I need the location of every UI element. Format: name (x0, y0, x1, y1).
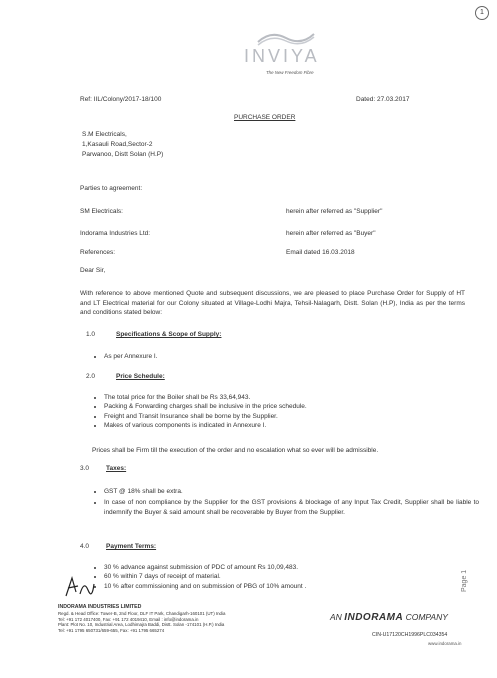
address-line: S.M Electricals, (82, 131, 127, 138)
section-bullets (92, 487, 479, 517)
section-bullets (92, 393, 479, 431)
footer-line: Plant: Plot No. 10, Industrial Area, Lodhimajra Baddi, Distt. Solan -174101 (H.P.) India (58, 622, 225, 628)
footer-company: INDORAMA INDUSTRIES LIMITED (58, 604, 142, 610)
logo-tagline: The New Freedom Fibre (266, 70, 314, 75)
section-number: 1.0 (86, 331, 96, 338)
footer-brand (330, 612, 448, 623)
address-line: 1,Kasauli Road,Sector-2 (82, 141, 153, 148)
section-number: 3.0 (80, 465, 90, 472)
salutation: Dear Sir, (80, 267, 106, 274)
footer-website: www.indorama.in (428, 641, 462, 646)
brand-name: INDORAMA (344, 612, 404, 623)
section-bullets (92, 352, 474, 361)
address-line: Parwanoo, Distt Solan (H.P) (82, 151, 164, 158)
party-role: herein after referred as "Supplier" (286, 208, 383, 215)
bullet-item: • In case of non compliance by the Supplier for the GST provisions & blockage of any Input Tax Credit, Supplier shall be liable to indemnify the Buyer & said amount shall be recoverable by Buyer from the Supplier. (104, 498, 479, 517)
footer-cin: CIN-U17120CH1996PLC034354 (372, 632, 448, 638)
section-heading: Payment Terms: (106, 543, 157, 550)
party-name: Indorama Industries Ltd: (80, 230, 151, 237)
bullet-item: • 10 % after commissioning and on submission of PBG of 10% amount . (104, 582, 454, 591)
intro-paragraph: With reference to above mentioned Quote and subsequent discussions, we are pleased to place Purchase Order for Supply of HT and LT Electrical material for our Colony situated at Village-Lodhi Majra, Tehsil-Nalagarh, Distt. Solan (H.P), India as per the terms and conditions stated below: (80, 290, 465, 317)
brand-logo (244, 30, 332, 90)
bullet-item: • Packing & Forwarding charges shall be inclusive in the price schedule. (104, 402, 479, 411)
footer-address (58, 611, 225, 633)
logo-wave-icon (256, 30, 316, 46)
section-bullets (92, 563, 454, 591)
reference-number: Ref: IIL/Colony/2017-18/100 (80, 96, 162, 103)
bullet-item: • GST @ 18% shall be extra. (104, 487, 479, 496)
footer-line: Regd. & Head Office: Tower-B, 2nd Floor, DLF IT Park, Chandigarh-160101 (UT) India (58, 611, 226, 616)
logo-wordmark: INVIYA (244, 46, 320, 66)
document-title: PURCHASE ORDER (234, 114, 296, 121)
brand-prefix: AN (330, 612, 342, 622)
price-note: Prices shall be Firm till the execution of the order and no escalation what so ever will be admissible. (92, 447, 379, 454)
section-heading: Specifications & Scope of Supply: (116, 331, 222, 338)
bullet-item: • The total price for the Boiler shall be Rs 33,64,943. (104, 393, 479, 402)
signature-mark-icon (58, 574, 98, 600)
corner-page-mark: 1 (475, 6, 489, 20)
section-number: 4.0 (80, 543, 90, 550)
footer-line: Tel: +91 172 4017400, Fax: +91 172 4019410, Email : info@indorama.in (58, 616, 199, 622)
parties-heading: Parties to agreement: (80, 185, 143, 192)
party-role: herein after referred as "Buyer" (286, 230, 376, 237)
footer-line: Tel: +91 1795 650731/659-655, Fax: +91 1795 665274 (58, 627, 165, 633)
party-name: SM Electricals: (80, 208, 123, 215)
party-role: Email dated 16.03.2018 (286, 249, 355, 256)
section-number: 2.0 (86, 373, 96, 380)
bullet-item: • 60 % within 7 days of receipt of material. (104, 572, 454, 581)
bullet-item: • As per Annexure I. (104, 352, 474, 361)
bullet-item: • Makes of various components is indicated in Annexure I. (104, 421, 479, 430)
brand-suffix: COMPANY (405, 612, 448, 622)
supplier-address (82, 130, 163, 160)
page-label: Page 1 (461, 569, 468, 592)
bullet-item: • Freight and Transit Insurance shall be borne by the Supplier. (104, 412, 479, 421)
section-heading: Price Schedule: (116, 373, 165, 380)
bullet-item: • 30 % advance against submission of PDC of amount Rs 10,09,483. (104, 563, 454, 572)
section-heading: Taxes: (106, 465, 127, 472)
document-date: Dated: 27.03.2017 (356, 96, 410, 103)
party-name: References: (80, 249, 116, 256)
